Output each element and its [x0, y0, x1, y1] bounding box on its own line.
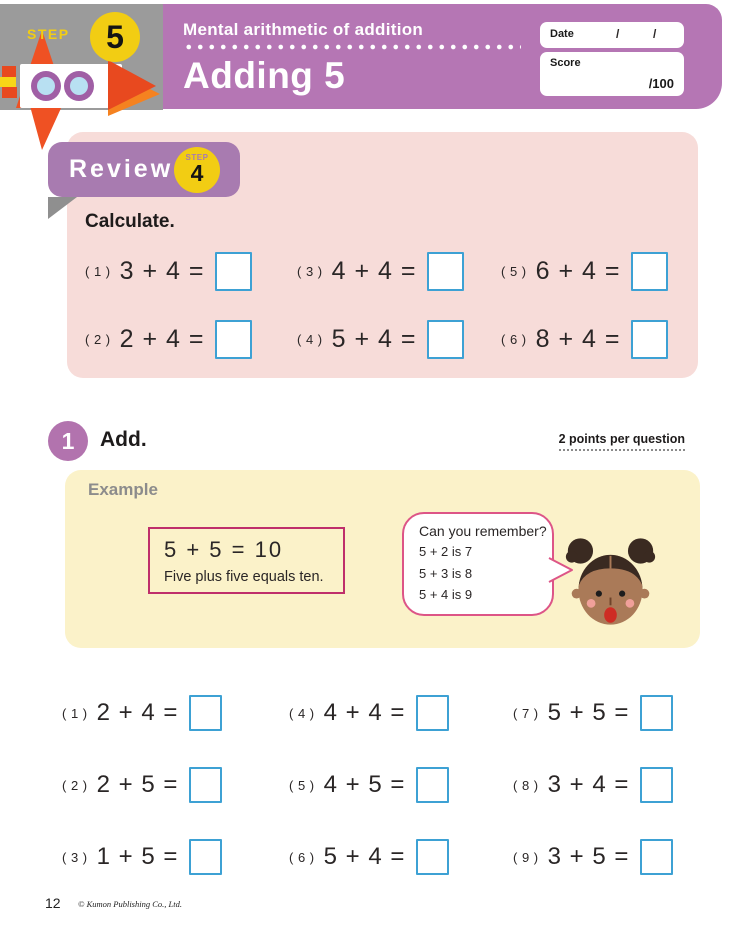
problem-cell: [297, 252, 501, 291]
problem-expression: 8 + 4 =: [535, 324, 621, 353]
problem-cell: [62, 767, 289, 803]
answer-box[interactable]: [215, 320, 252, 359]
problem-cell: [513, 839, 702, 875]
review-tab: [48, 142, 240, 197]
problem-cell: [85, 320, 297, 359]
date-label: Date: [550, 28, 574, 40]
problem-cell: [62, 839, 289, 875]
bubble-title: Can you remember?: [419, 523, 547, 539]
example-sentence: Five plus five equals ten.: [164, 569, 324, 585]
answer-box[interactable]: [427, 320, 464, 359]
copyright-notice: © Kumon Publishing Co., Ltd.: [78, 899, 182, 909]
problem-expression: 2 + 5 =: [96, 771, 179, 798]
problem-expression: 4 + 4 =: [323, 699, 406, 726]
dotted-divider: [183, 44, 521, 50]
date-field[interactable]: [540, 22, 684, 48]
answer-box[interactable]: [631, 320, 668, 359]
problem-expression: 5 + 4 =: [323, 843, 406, 870]
answer-box[interactable]: [416, 767, 449, 803]
header-gray-block: [0, 4, 163, 110]
review-tab-label: Review: [69, 155, 174, 183]
problem-expression: 5 + 5 =: [547, 699, 630, 726]
problem-number: ( 1 ): [85, 263, 111, 279]
problem-cell: [62, 695, 289, 731]
problem-number: ( 8 ): [513, 777, 539, 793]
problem-expression: 1 + 5 =: [96, 843, 179, 870]
example-panel: [65, 470, 700, 648]
main-problems: [62, 677, 702, 893]
problem-cell: [85, 252, 297, 291]
date-slash: /: [653, 27, 657, 41]
review-step-badge: [174, 147, 220, 193]
problem-number: ( 2 ): [62, 777, 88, 793]
problem-expression: 2 + 4 =: [96, 699, 179, 726]
problem-cell: [289, 695, 513, 731]
problem-number: ( 5 ): [289, 777, 315, 793]
score-field[interactable]: [540, 52, 684, 96]
problem-cell: [289, 767, 513, 803]
answer-box[interactable]: [631, 252, 668, 291]
problem-expression: 3 + 4 =: [119, 256, 205, 285]
problem-cell: [513, 695, 702, 731]
answer-box[interactable]: [640, 767, 673, 803]
section-number-badge: 1: [48, 421, 88, 461]
problem-number: ( 5 ): [501, 263, 527, 279]
page-number: 12: [45, 895, 61, 911]
problem-number: ( 3 ): [297, 263, 323, 279]
speech-bubble: [402, 512, 554, 616]
bubble-line: 5 + 2 is 7: [419, 544, 473, 559]
page-title: Adding 5: [183, 55, 346, 96]
problem-number: ( 2 ): [85, 331, 111, 347]
answer-box[interactable]: [189, 839, 222, 875]
answer-box[interactable]: [416, 695, 449, 731]
review-step-number: 4: [190, 160, 204, 186]
bubble-line: 5 + 3 is 8: [419, 565, 473, 581]
problem-cell: [513, 767, 702, 803]
problem-number: ( 6 ): [501, 331, 527, 347]
girl-face-illustration: [562, 526, 659, 638]
problem-expression: 5 + 4 =: [331, 324, 417, 353]
problem-expression: 3 + 5 =: [547, 843, 630, 870]
problem-number: ( 3 ): [62, 849, 88, 865]
example-equation: 5 + 5 = 10: [164, 537, 284, 562]
worksheet-category: Mental arithmetic of addition: [183, 20, 424, 39]
answer-box[interactable]: [640, 839, 673, 875]
review-instruction: Calculate.: [85, 211, 175, 232]
problem-number: ( 9 ): [513, 849, 539, 865]
problem-expression: 2 + 4 =: [119, 324, 205, 353]
problem-number: ( 7 ): [513, 705, 539, 721]
problem-number: ( 4 ): [297, 331, 323, 347]
header-panel: [163, 4, 722, 109]
score-label: Score: [550, 57, 581, 69]
points-note: 2 points per question: [559, 432, 685, 451]
problem-expression: 6 + 4 =: [535, 256, 621, 285]
problem-expression: 4 + 4 =: [331, 256, 417, 285]
problem-cell: [289, 839, 513, 875]
date-slash: /: [616, 27, 620, 41]
problem-expression: 3 + 4 =: [547, 771, 630, 798]
answer-box[interactable]: [189, 767, 222, 803]
example-label: Example: [88, 480, 158, 499]
answer-box[interactable]: [416, 839, 449, 875]
answer-box[interactable]: [189, 695, 222, 731]
problem-cell: [501, 252, 670, 291]
problem-number: ( 4 ): [289, 705, 315, 721]
header-titles: [183, 20, 521, 97]
problem-number: ( 6 ): [289, 849, 315, 865]
example-box: [148, 527, 345, 594]
answer-box[interactable]: [640, 695, 673, 731]
score-denominator: /100: [648, 76, 674, 91]
answer-box[interactable]: [215, 252, 252, 291]
review-tab-fold: [48, 197, 77, 219]
header-step-label: STEP: [27, 26, 70, 42]
answer-box[interactable]: [427, 252, 464, 291]
problem-cell: [501, 320, 670, 359]
header-step-number-badge: 5: [90, 12, 140, 62]
review-step-label: STEP: [185, 153, 209, 162]
bubble-line: 5 + 4 is 9: [419, 587, 473, 602]
section-instruction: Add.: [100, 428, 147, 451]
problem-cell: [297, 320, 501, 359]
problem-number: ( 1 ): [62, 705, 88, 721]
review-problems: [85, 237, 670, 373]
problem-expression: 4 + 5 =: [323, 771, 406, 798]
